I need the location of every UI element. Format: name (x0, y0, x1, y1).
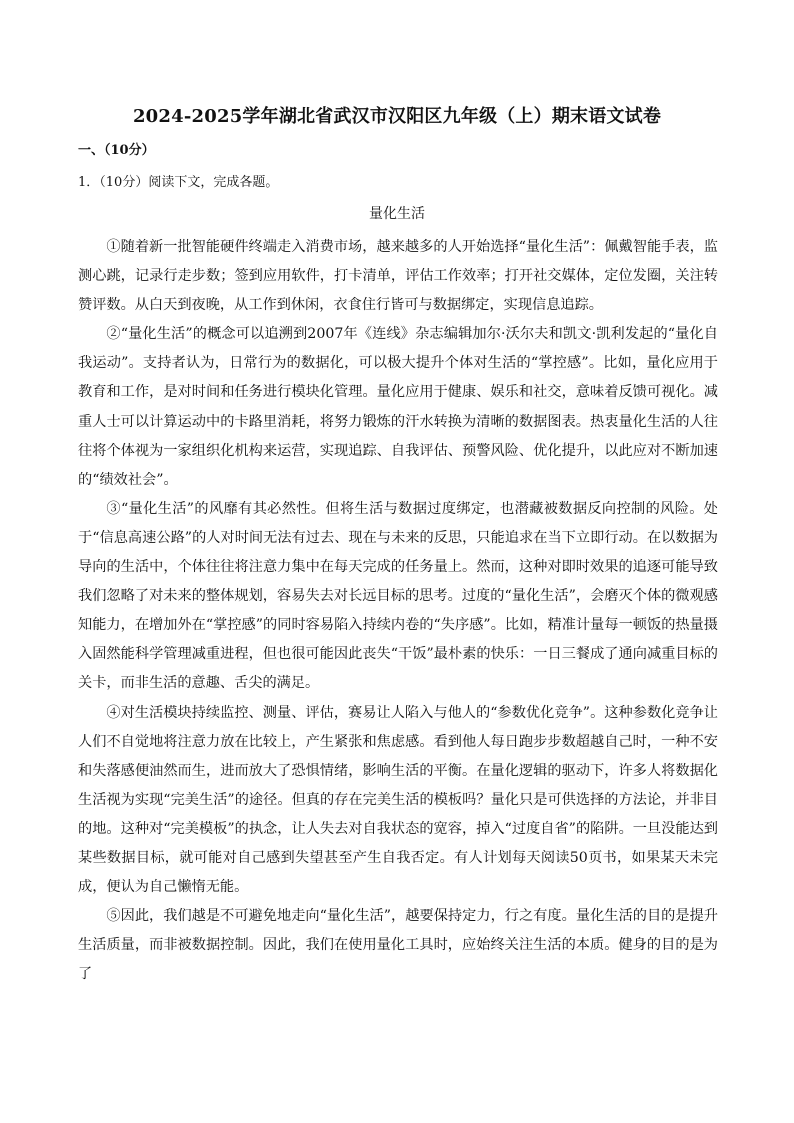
paragraph-2: ②“量化生活”的概念可以追溯到2007年《连线》杂志编辑加尔·沃尔夫和凯文·凯利发起的“量化自我运动”。支持者认为，日常行为的数据化，可以极大提升个体对生活的“掌控感”。比如，量化应用于教育和工作，是对时间和任务进行模块化管理。量化应用于健康、娱乐和社交，意味着反馈可视化。减重人士可以计算运动中的卡路里消耗，将努力锻炼的汗水转换为清晰的数据图表。热衷量化生活的人往往将个体视为一家组织化机构来运营，实现追踪、自我评估、预警风险、优化提升，以此应对不断加速的“绩效社会”。 (78, 326, 718, 488)
paragraph-5: ⑤因此，我们越是不可避免地走向“量化生活”，越要保持定力，行之有度。量化生活的目的是提升生活质量，而非被数据控制。因此，我们在使用量化工具时，应始终关注生活的本质。健身的目的是为了 (78, 908, 718, 983)
exam-title: 2024-2025学年湖北省武汉市汉阳区九年级（上）期末语文试卷 (132, 106, 662, 127)
question-prompt: 1．（10分）阅读下文，完成各题。 (78, 175, 279, 190)
paragraph-3: ③“量化生活”的风靡有其必然性。但将生活与数据过度绑定，也潜藏被数据反向控制的风险。处于“信息高速公路”的人对时间无法有过去、现在与未来的反思，只能追求在当下立即行动。在以数据为导向的生活中，个体往往将注意力集中在每天完成的任务量上。然而，这种对即时效果的追逐可能导致我们忽略了对未来的整体规划，容易失去对长远目标的思考。过度的“量化生活”，会磨灭个体的微观感知能力，在增加外在“掌控感”的同时容易陷入持续内卷的“失序感”。比如，精准计量每一顿饭的热量摄入固然能科学管理减重进程，但也很可能因此丧失“干饭”最朴素的快乐：一日三餐成了通向减重目标的关卡，而非生活的意趣、舌尖的满足。 (78, 500, 718, 692)
section-heading: 一、（10分） (78, 143, 155, 158)
paragraph-4: ④对生活模块持续监控、测量、评估，赛易让人陷入与他人的“参数优化竞争”。这种参数化竞争让人们不自觉地将注意力放在比较上，产生紧张和焦虑感。看到他人每日跑步步数超越自己时，一种不安和失落感便油然而生，进而放大了恐惧情绪，影响生活的平衡。在量化逻辑的驱动下，许多人将数据化生活视为实现“完美生活”的途径。但真的存在完美生活的模板吗？量化只是可供选择的方法论，并非目的地。这种对“完美模板”的执念，让人失去对自我状态的宽容，掉入“过度自省”的陷阱。一旦没能达到某些数据目标，就可能对自己感到失望甚至产生自我否定。有人计划每天阅读50页书，如果某天未完成，便认为自己懒惰无能。 (78, 704, 718, 896)
article-body (78, 233, 718, 989)
paragraph-1: ①随着新一批智能硬件终端走入消费市场，越来越多的人开始选择“量化生活”：佩戴智能手表，监测心跳，记录行走步数；签到应用软件，打卡清单，评估工作效率；打开社交媒体，定位发圈，关注转赞评数。从白天到夜晚，从工作到休闲，衣食住行皆可与数据绑定，实现信息追踪。 (78, 239, 718, 314)
article-title: 量化生活 (369, 206, 425, 222)
